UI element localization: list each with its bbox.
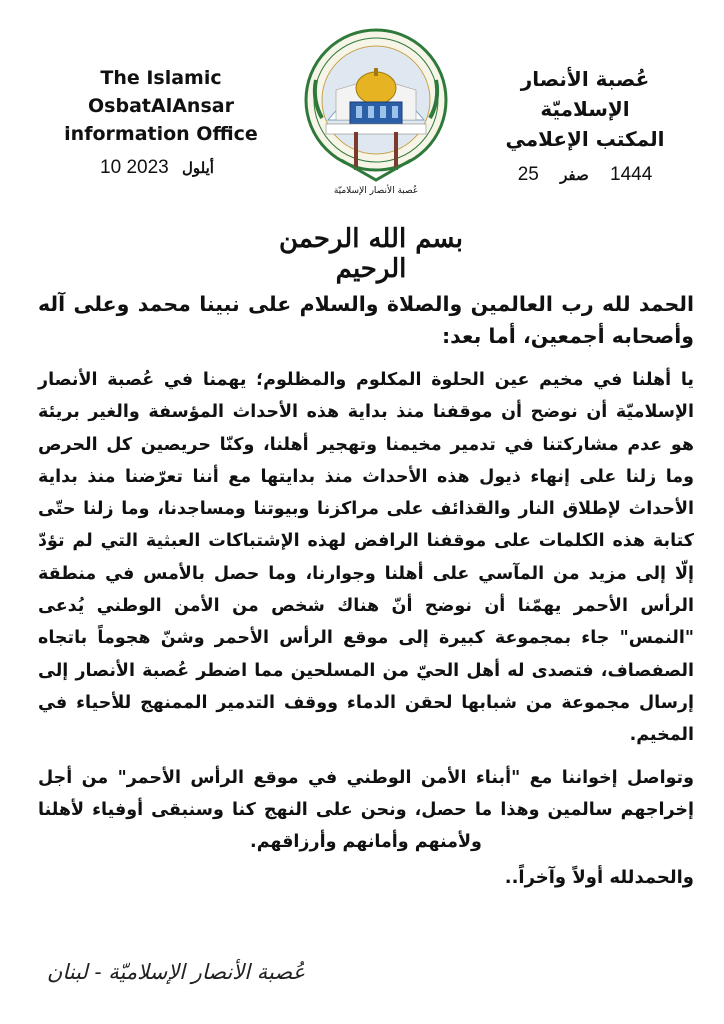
statement-paragraph-2: وتواصل إخواننا مع "أبناء الأمن الوطني في موقع الرأس الأحمر" من أجل إخراجهم سالمين وهذا ما حصل، ونحن على النهج كنا وسنبقى أوفياء لأهلنا ولأمنهم وأمانهم وأرزاقهم. (38, 767, 694, 852)
org-logo-emblem (296, 20, 456, 198)
hijri-year: 1444 (610, 164, 653, 185)
office-name-english: information Office (64, 123, 258, 145)
basmala-calligraphy: بسم الله الرحمن الرحيم (279, 224, 463, 284)
signature: عُصبة الأنصار الإسلاميّة - لبنان (46, 960, 306, 984)
closing-praise: والحمدلله أولاً وآخراً.. (504, 866, 694, 888)
hijri-date (480, 160, 690, 191)
statement-body (38, 288, 694, 894)
header-english (36, 64, 286, 183)
logo-caption: عُصبة الأنصار الإسلاميّة (333, 186, 419, 196)
office-name-arabic: المكتب الإعلامي (505, 127, 665, 151)
document-page (6, 6, 716, 1016)
gregorian-year: 2023 (126, 157, 169, 178)
gregorian-month: أيلول (182, 160, 214, 177)
gregorian-day: 10 (100, 157, 122, 178)
gregorian-date (36, 154, 286, 183)
hijri-day: 25 (517, 164, 539, 185)
header-arabic (480, 64, 690, 191)
org-name-arabic: عُصبة الأنصار الإسلاميّة (520, 67, 650, 121)
opening-praise: الحمد لله رب العالمين والصلاة والسلام على نبينا محمد وعلى آله وأصحابه أجمعين، أما بعد: (38, 292, 694, 348)
org-name-english: The Islamic OsbatAlAnsar (88, 67, 234, 117)
statement-paragraph-1: يا أهلنا في مخيم عين الحلوة المكلوم والمظلوم؛ يهمنا في عُصبة الأنصار الإسلاميّة أن نوضح أن موقفنا منذ بداية هذه الأحداث المؤسفة والغير بريئة هو عدم مشاركتنا في تدمير مخيمنا وتهجير أهلنا، وكنّا حريصين كل الحرص وما زلنا على إنهاء ذيول هذه الأحداث منذ بدايتها مع أننا تعرّضنا منذ بداية الأحداث لإطلاق النار والقذائف على مراكزنا وبيوتنا ومساجدنا، وما زلنا حتّى كتابة هذه الكلمات على موقفنا الرافض لهذه الإشتباكات العبثية التي لم تؤدّ إلّا إلى مزيد من المآسي على أهلنا وجوارنا، وما حصل بالأمس في منطقة الرأس الأحمر يهمّنا أن نوضح أنّ هناك شخص من الأمن الوطني يُدعى "النمس" جاء بمجموعة كبيرة إلى موقع الرأس الأحمر وشنّ هجوماً باتجاه الصفصاف، فتصدى له أهل الحيّ من المسلحين مما اضطر عُصبة الأنصار إلى إرسال مجموعة من شبابها لحقن الدماء ووقف التدمير الممنهج للأحياء في المخيم. (38, 370, 694, 746)
hijri-month: صفر (560, 167, 589, 184)
